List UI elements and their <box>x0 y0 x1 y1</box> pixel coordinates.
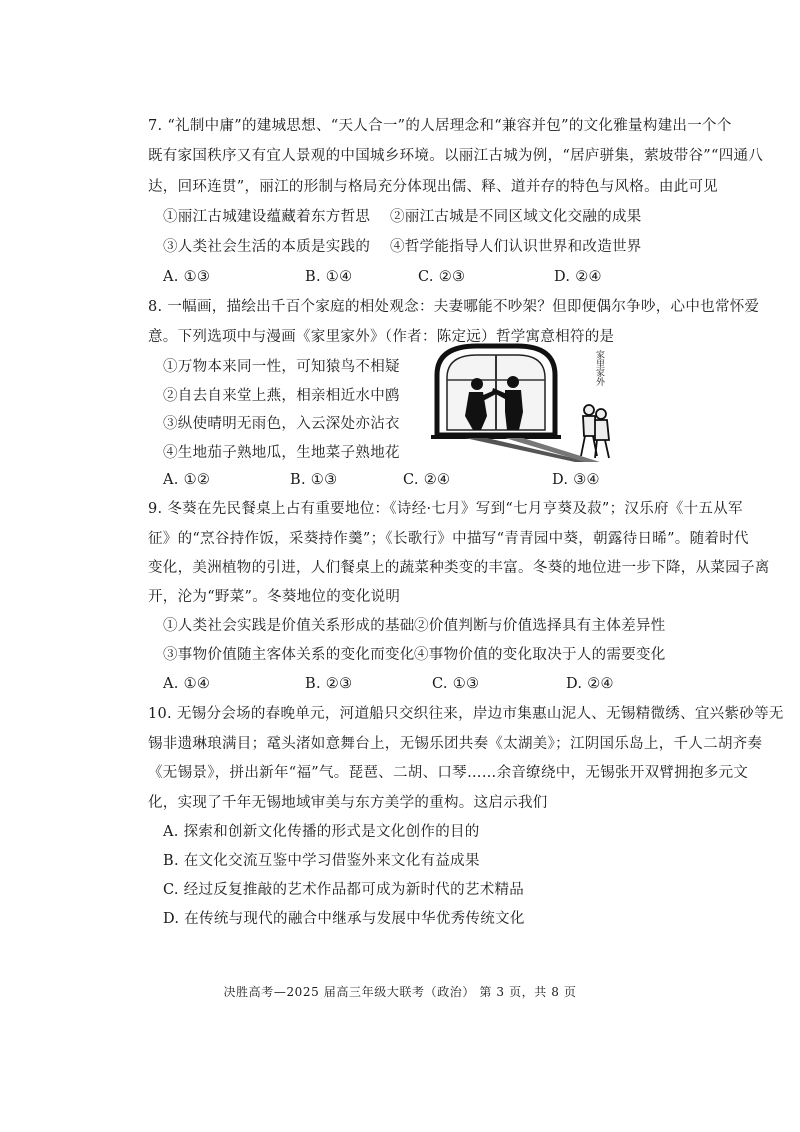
q7-stem-line: 既有家国秩序又有宜人景观的中国城乡环境。以丽江古城为例，“居庐骈集，萦坡带谷”“四通八 <box>148 148 764 164</box>
q8-stem-line: 8. 一幅画，描绘出千百个家庭的相处观念：夫妻哪能不吵架？但即便偶尔争吵，心中也常怀爱 <box>148 299 760 315</box>
q9-option-4: ④事物价值的变化取决于人的需要变化 <box>414 647 666 663</box>
q7-option-1: ①丽江古城建设蕴藏着东方哲思 <box>163 209 371 225</box>
q8-option-1: ①万物本来同一性，可知猿鸟不相疑 <box>163 359 400 375</box>
q9-choice-d: D. ②④ <box>566 676 614 692</box>
q8-choice-c: C. ②④ <box>403 472 451 488</box>
q8-choice-b: B. ①③ <box>290 472 338 488</box>
q7-choice-c: C. ②③ <box>418 269 466 285</box>
q7-stem-line: 7. “礼制中庸”的建城思想、“天人合一”的人居理念和“兼容并包”的文化雅量构建出一个个 <box>148 118 732 134</box>
q8-choice-a: A. ①② <box>163 472 211 488</box>
q8-choices <box>0 470 800 490</box>
q10-option-c: C. 经过反复推敲的艺术作品都可成为新时代的艺术精品 <box>163 882 525 898</box>
cartoon-caption: 家里家外 <box>594 350 604 386</box>
q10-option-a: A. 探索和创新文化传播的形式是文化创作的目的 <box>163 824 480 840</box>
q9-stem-line: 9. 冬葵在先民餐桌上占有重要地位：《诗经·七月》写到“七月亨葵及菽”；汉乐府《十五从军 <box>148 501 743 517</box>
q7-choice-a: A. ①③ <box>163 269 211 285</box>
q10-option-d: D. 在传统与现代的融合中继承与发展中华优秀传统文化 <box>163 911 525 927</box>
q7-choice-b: B. ①④ <box>305 269 353 285</box>
q7-option-3: ③人类社会生活的本质是实践的 <box>163 239 371 255</box>
q9-option-1: ①人类社会实践是价值关系形成的基础 <box>163 618 415 634</box>
q8-option-3: ③纵使晴明无雨色，入云深处亦沾衣 <box>163 416 400 432</box>
q10-stem-line: 10. 无锡分会场的春晚单元，河道船只交织往来，岸边市集惠山泥人、无锡精微绣、宜兴紫砂等无 <box>148 706 784 722</box>
q8-option-4: ④生地茄子熟地瓜，生地菜子熟地花 <box>163 445 400 461</box>
q9-stem-line: 征》的“烹谷持作饭，采葵持作羹”；《长歌行》中描写“青青园中葵，朝露待日晞”。随着时代 <box>148 531 749 547</box>
q10-option-b: B. 在文化交流互鉴中学习借鉴外来文化有益成果 <box>163 853 480 869</box>
q9-choice-a: A. ①④ <box>163 676 211 692</box>
walking-couple <box>581 405 609 458</box>
q10-stem-line: 化，实现了千年无锡地域审美与东方美学的重构。这启示我们 <box>148 795 548 811</box>
cartoon-image <box>425 340 625 465</box>
page-footer: 决胜高考—2025 届高三年级大联考（政治） 第 3 页，共 8 页 <box>223 985 577 999</box>
shadow <box>505 438 600 462</box>
q9-choices <box>0 674 800 694</box>
q10-stem-line: 《无锡景》，拼出新年“福”气。琵琶、二胡、口琴……余音缭绕中，无锡张开双臂拥抱多元文 <box>148 765 749 781</box>
q9-option-2: ②价值判断与价值选择具有主体差异性 <box>414 618 666 634</box>
q9-choice-c: C. ①③ <box>432 676 480 692</box>
q10-stem-line: 锡非遗琳琅满目；鼋头渚如意舞台上，无锡乐团共奏《太湖美》；江阴国乐岛上，千人二胡齐奏 <box>148 736 763 752</box>
q7-choices <box>0 267 800 287</box>
q7-option-4: ④哲学能指导人们认识世界和改造世界 <box>390 239 642 255</box>
q7-stem-line: 达，回环连贯”，丽江的形制与格局充分体现出儒、释、道并存的特色与风格。由此可见 <box>148 179 719 195</box>
q8-option-2: ②自去自来堂上燕，相亲相近水中鸥 <box>163 388 400 404</box>
q9-stem-line: 变化，美洲植物的引进，人们餐桌上的蔬菜种类变的丰富。冬葵的地位进一步下降，从菜园子离 <box>148 560 770 576</box>
q9-stem-line: 开，沦为“野菜”。冬葵地位的变化说明 <box>148 589 401 605</box>
q7-option-2: ②丽江古城是不同区域文化交融的成果 <box>390 209 642 225</box>
q8-stem-line: 意。下列选项中与漫画《家里家外》（作者：陈定远）哲学寓意相符的是 <box>148 329 615 345</box>
q7-choice-d: D. ②④ <box>554 269 602 285</box>
q9-option-3: ③事物价值随主客体关系的变化而变化 <box>163 647 415 663</box>
q8-choice-d: D. ③④ <box>552 472 600 488</box>
q9-choice-b: B. ②③ <box>305 676 353 692</box>
